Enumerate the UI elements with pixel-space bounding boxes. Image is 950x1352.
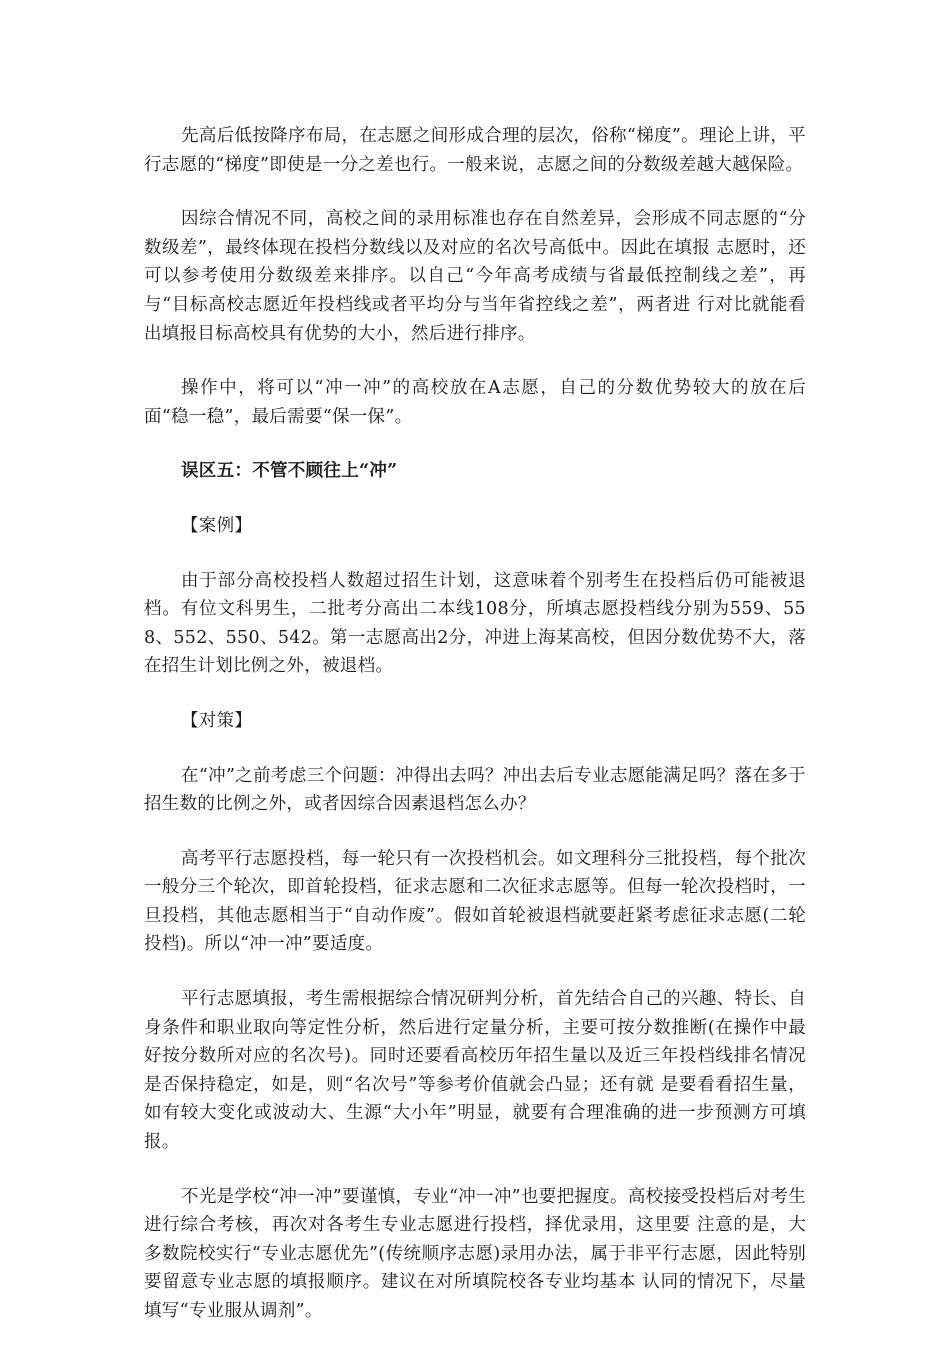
paragraph-application-analysis: 平行志愿填报，考生需根据综合情况研判分析，首先结合自己的兴趣、特长、自身条件和职业取向等定性分析，然后进行定量分析，主要可按分数推断(在操作中最好按分数所对应的名次号)。同时还要看高校历年招生量以及近三年投档线排名情况是否保持稳定，如是，则“名次号”等参考价值就会凸显；还有就 是要看看招生量，如有较大变化或波动大、生源“大小年”明显，就要有合理准确的进一步预测方可填报。 xyxy=(144,989,806,1153)
paragraph-three-questions: 在“冲”之前考虑三个问题：冲得出去吗？冲出去后专业志愿能满足吗？落在多于招生数的比例之外，或者因综合因素退档怎么办？ xyxy=(144,765,806,815)
document-page xyxy=(144,122,806,1352)
paragraph-case: 由于部分高校投档人数超过招生计划，这意味着个别考生在投档后仍可能被退档。有位文科男生，二批考分高出二本线108分，所填志愿投档线分别为559、558、552、550、542。第一志愿高出2分，冲进上海某高校，但因分数优势不大，落在招生计划比例之外，被退档。 xyxy=(144,570,806,677)
section-heading: 误区五：不管不顾往上“冲” xyxy=(181,461,398,482)
paragraph-parallel-admission: 高考平行志愿投档，每一轮只有一次投档机会。如文理科分三批投档，每个批次一般分三个轮次，即首轮投档，征求志愿和二次征求志愿等。但每一轮次投档时，一旦投档，其他志愿相当于“自动作废”。假如首轮被退档就要赶紧考虑征求志愿(二轮投档)。所以“冲一冲”要适度。 xyxy=(144,848,806,955)
case-label: 【案例】 xyxy=(181,515,253,536)
strategy-label: 【对策】 xyxy=(181,710,253,731)
paragraph-operation: 操作中，将可以“冲一冲”的高校放在A志愿，自己的分数优势较大的放在后面“稳一稳”，最后需要“保一保”。 xyxy=(144,378,806,427)
paragraph-major-choice: 不光是学校“冲一冲”要谨慎，专业“冲一冲”也要把握度。高校接受投档后对考生进行综合考核，再次对各考生专业志愿进行投档，择优录用，这里要 注意的是，大多数院校实行“专业志愿优先”(传统顺序志愿)录用办法，属于非平行志愿，因此特别要留意专业志愿的填报顺序。建议在对所填院校各专业均基本 认同的情况下，尽量填写“专业服从调剂”。 xyxy=(144,1186,806,1321)
paragraph-score-difference: 因综合情况不同，高校之间的录用标准也存在自然差异，会形成不同志愿的“分数级差”，最终体现在投档分数线以及对应的名次号高低中。因此在填报 志愿时，还可以参考使用分数级差来排序。以自己“今年高考成绩与省最低控制线之差”，再与“目标高校志愿近年投档线或者平均分与当年省控线之差”，两者进 行对比就能看出填报目标高校具有优势的大小，然后进行排序。 xyxy=(144,209,806,344)
paragraph-gradient: 先高后低按降序布局，在志愿之间形成合理的层次，俗称“梯度”。理论上讲，平行志愿的“梯度”即使是一分之差也行。一般来说，志愿之间的分数级差越大越保险。 xyxy=(144,126,806,175)
